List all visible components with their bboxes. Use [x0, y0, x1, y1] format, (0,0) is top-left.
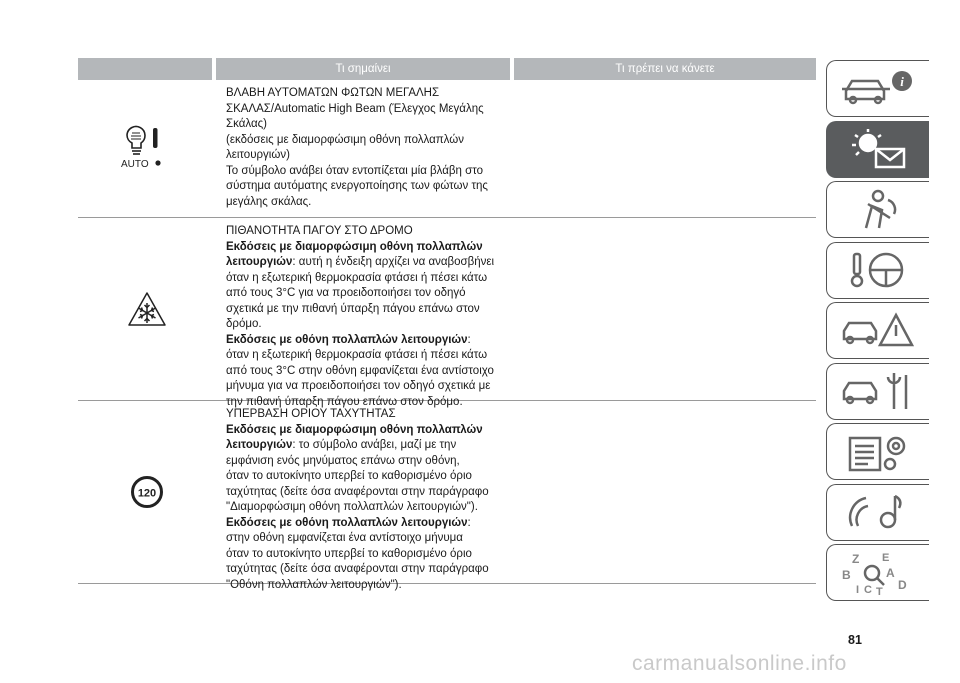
warning-light-message-icon [838, 127, 918, 171]
text-line: σχετικά με την πιθανή ύπαρξη πάγου επάνω στον [226, 302, 480, 315]
text-rest: : [467, 333, 471, 346]
tab-specifications[interactable] [826, 423, 929, 480]
text-rest: : [467, 516, 471, 529]
text-line: ταχύτητας (δείτε όσα αναφέρονται στην παράγραφο [226, 485, 489, 498]
tab-safety[interactable] [826, 181, 929, 238]
tab-index[interactable] [826, 544, 929, 601]
tab-warning-lights[interactable] [826, 121, 929, 178]
specs-gear-icon [838, 430, 918, 474]
text-line: ΣΚΑΛΑΣ/Automatic High Beam (Έλεγχος Μεγάλης [226, 102, 484, 115]
table-header [78, 58, 816, 80]
row-action [514, 218, 816, 400]
watermark: carmanualsonline.info [632, 652, 847, 675]
index-letter: Z [852, 551, 860, 566]
text-line: (εκδόσεις με διαμορφώσιμη οθόνη πολλαπλών [226, 133, 464, 146]
index-letter: D [898, 577, 907, 592]
row-meaning [216, 80, 514, 217]
index-letter: T [876, 585, 883, 595]
text-line [226, 438, 508, 454]
text-line [226, 516, 508, 532]
index-letter: A [886, 565, 895, 580]
text-line [226, 255, 508, 271]
text-line: από τους 3°C στην οθόνη εμφανίζεται ένα αντίστοιχο [226, 364, 494, 377]
text-line: ΒΛΑΒΗ ΑΥΤΟΜΑΤΩΝ ΦΩΤΩΝ ΜΕΓΑΛΗΣ [226, 87, 440, 99]
text-line: από τους 3°C για να προειδοποιήσει τον οδηγό [226, 287, 466, 299]
text-rest: : το σύμβολο ανάβει, μαζί με την [292, 439, 457, 451]
bold-lead: λειτουργιών [226, 439, 293, 451]
auto-label: AUTO [121, 158, 149, 170]
text-line: όταν το αυτοκίνητο υπερβεί το καθορισμένο όριο [226, 547, 472, 560]
row-icon-cell [78, 218, 216, 400]
text-line: ΠΙΘΑΝΟΤΗΤΑ ΠΑΓΟΥ ΣΤΟ ΔΡΟΜΟ [226, 225, 413, 237]
index-letter: E [882, 551, 890, 564]
text-line: όταν το αυτοκίνητο υπερβεί το καθορισμένο όριο [226, 470, 472, 482]
multimedia-icon [838, 490, 918, 534]
text-line-bold: Εκδόσεις με διαμορφώσιμη οθόνη πολλαπλών [226, 240, 483, 253]
text-line: μήνυμα για να προειδοποιήσει τον οδηγό σχετικά με [226, 380, 491, 392]
chapter-tabs [826, 60, 929, 605]
tab-starting-driving[interactable] [826, 242, 929, 299]
text-line: την πιθανή ύπαρξη πάγου επάνω στον δρόμο. [226, 395, 463, 408]
header-meaning: Τι σημαίνει [216, 58, 510, 80]
car-wrench-icon [838, 369, 918, 413]
text-line [226, 333, 508, 349]
text-line: "Διαμορφώσιμη οθόνη πολλαπλών λειτουργιών"). [226, 501, 478, 513]
text-line: Το σύμβολο ανάβει όταν εντοπίζεται μία βλάβη στο [226, 164, 483, 177]
table-row [78, 401, 816, 591]
text-line: λειτουργιών) [226, 149, 290, 161]
row-icon-cell [78, 401, 216, 583]
tab-car-info[interactable] [826, 60, 929, 117]
bold-lead: λειτουργιών [226, 256, 293, 268]
table-row [78, 80, 816, 218]
table-row [78, 218, 816, 408]
row-action [514, 80, 816, 217]
text-line: Σκάλας) [226, 118, 267, 130]
text-line: σύστημα αυτόματης ενεργοποίησης των φώτων της [226, 180, 488, 192]
svg-text:i: i [900, 73, 904, 89]
high-beam-fault-icon [117, 125, 177, 173]
text-line: στην οθόνη εμφανίζεται ένα αντίστοιχο μήνυμα [226, 532, 463, 544]
text-line: δρόμο. [226, 318, 262, 330]
tab-maintenance[interactable] [826, 363, 929, 420]
speed-limit-value: 120 [137, 487, 157, 500]
tab-emergency[interactable] [826, 302, 929, 359]
airbag-seatbelt-icon [838, 188, 918, 232]
row-meaning [216, 218, 514, 408]
index-letter: B [842, 567, 851, 582]
index-letter: C [864, 583, 872, 595]
page-number: 81 [848, 633, 862, 647]
text-line: όταν η εξωτερική θερμοκρασία φτάσει ή πέσει κάτω [226, 349, 488, 361]
header-icon-column [78, 58, 212, 80]
alphabetical-index-icon [838, 551, 918, 595]
car-info-icon [838, 67, 918, 111]
text-line: ΥΠΕΡΒΑΣΗ ΟΡΙΟΥ ΤΑΧΥΤΗΤΑΣ [226, 408, 396, 420]
row-action [514, 401, 816, 583]
text-line: "Οθόνη πολλαπλών λειτουργιών"). [226, 578, 402, 591]
row-meaning [216, 401, 514, 591]
text-line: ταχύτητας (δείτε όσα αναφέρονται στην παράγραφο [226, 563, 489, 575]
header-what-to-do: Τι πρέπει να κάνετε [514, 58, 816, 80]
text-rest: : αυτή η ένδειξη αρχίζει να αναβοσβήνει [292, 256, 495, 268]
speed-limit-icon [130, 475, 164, 509]
row-icon-cell [78, 80, 216, 217]
text-line: εμφάνιση ενός μηνύματος επάνω στην οθόνη, [226, 454, 460, 467]
car-warning-triangle-icon [838, 309, 918, 353]
indicator-table [78, 58, 816, 591]
text-line: μεγάλης σκάλας. [226, 195, 312, 208]
text-line-bold: Εκδόσεις με διαμορφώσιμη οθόνη πολλαπλών [226, 423, 483, 436]
bold-lead: Εκδόσεις με οθόνη πολλαπλών λειτουργιών [226, 516, 468, 529]
index-letter: I [856, 583, 860, 595]
text-line: όταν η εξωτερική θερμοκρασία φτάσει ή πέσει κάτω [226, 271, 488, 284]
bold-lead: Εκδόσεις με οθόνη πολλαπλών λειτουργιών [226, 333, 468, 346]
snowflake-icon [127, 291, 167, 327]
key-steering-wheel-icon [838, 248, 918, 292]
tab-multimedia[interactable] [826, 484, 929, 541]
